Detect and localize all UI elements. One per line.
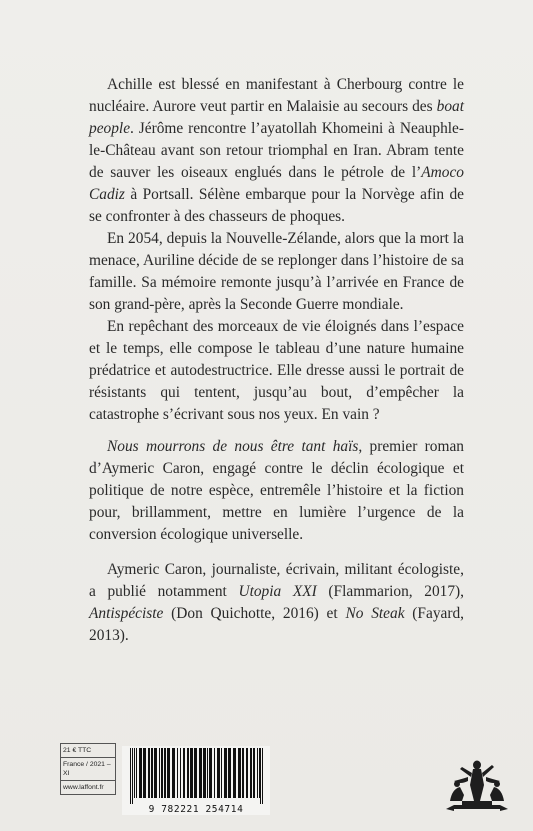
italic-phrase: Amoco Cadiz (89, 164, 464, 203)
description-text: , premier roman d’Aymeric Caron, engagé contre le déclin écologique et politique de notre espèce, entremêle l’histoire et la fiction pour, brillamment, mettre en lumière l’urgence de la conversion écologique universelle. (89, 438, 464, 543)
bio-text: (Don Quichotte, 2016) et (163, 605, 346, 622)
synopsis-block (89, 74, 464, 426)
novel-description-block (89, 436, 464, 546)
synopsis-paragraph-1 (89, 74, 464, 228)
bio-text: (Flammarion, 2017), (316, 583, 465, 600)
italic-phrase: boat people (89, 98, 464, 137)
isbn-number: 9 782221 254714 (122, 804, 270, 815)
price-label: 21 € TTC (60, 743, 116, 757)
publisher-website: www.laffont.fr (60, 780, 116, 795)
synopsis-text: . Jérôme rencontre l’ayatollah Khomeini à Neauphle-le-Château avant son retour triomphal en Iran. Abram tente de sauver les oiseaux englués dans le pétrole de l’ (89, 120, 464, 181)
author-bio-block (89, 559, 464, 647)
laffont-publisher-emblem-icon (440, 755, 514, 815)
synopsis-text: à Portsall. Sélène embarque pour la Norvège afin de se confronter à des chasseurs de phoques. (89, 186, 464, 225)
author-bio-paragraph (89, 559, 464, 647)
bio-text: Aymeric Caron, journaliste, écrivain, militant écologiste, a publié notamment (89, 561, 464, 600)
book-title: Nous mourrons de nous être tant haïs (107, 438, 359, 455)
isbn-barcode (122, 746, 270, 815)
barcode-bars-icon (122, 746, 270, 804)
synopsis-paragraph-2: En 2054, depuis la Nouvelle-Zélande, alors que la mort la menace, Auriline décide de se replonger dans l’histoire de sa famille. Sa mémoire remonte jusqu’à l’arrivée en France de son grand-père, après la Seconde Guerre mondiale. (89, 230, 464, 313)
synopsis-text: Achille est blessé en manifestant à Cherbourg contre le nucléaire. Aurore veut partir en Malaisie au secours des (89, 76, 464, 115)
book-title: Antispéciste (89, 605, 164, 622)
book-title: No Steak (345, 605, 405, 622)
edition-label: France / 2021 – XI (60, 757, 116, 780)
novel-description-paragraph (89, 436, 464, 546)
book-title: Utopia XXI (238, 583, 317, 600)
bio-text: (Fayard, 2013). (89, 605, 465, 644)
price-box (60, 743, 116, 795)
synopsis-paragraph-3: En repêchant des morceaux de vie éloignés dans l’espace et le temps, elle compose le tableau d’une nature humaine prédatrice et autodestructrice. Elle dresse aussi le portrait de résistants qui tentent, jusqu’au bout, d’empêcher la catastrophe s’écrivant sous nos yeux. En vain ? (89, 318, 464, 423)
